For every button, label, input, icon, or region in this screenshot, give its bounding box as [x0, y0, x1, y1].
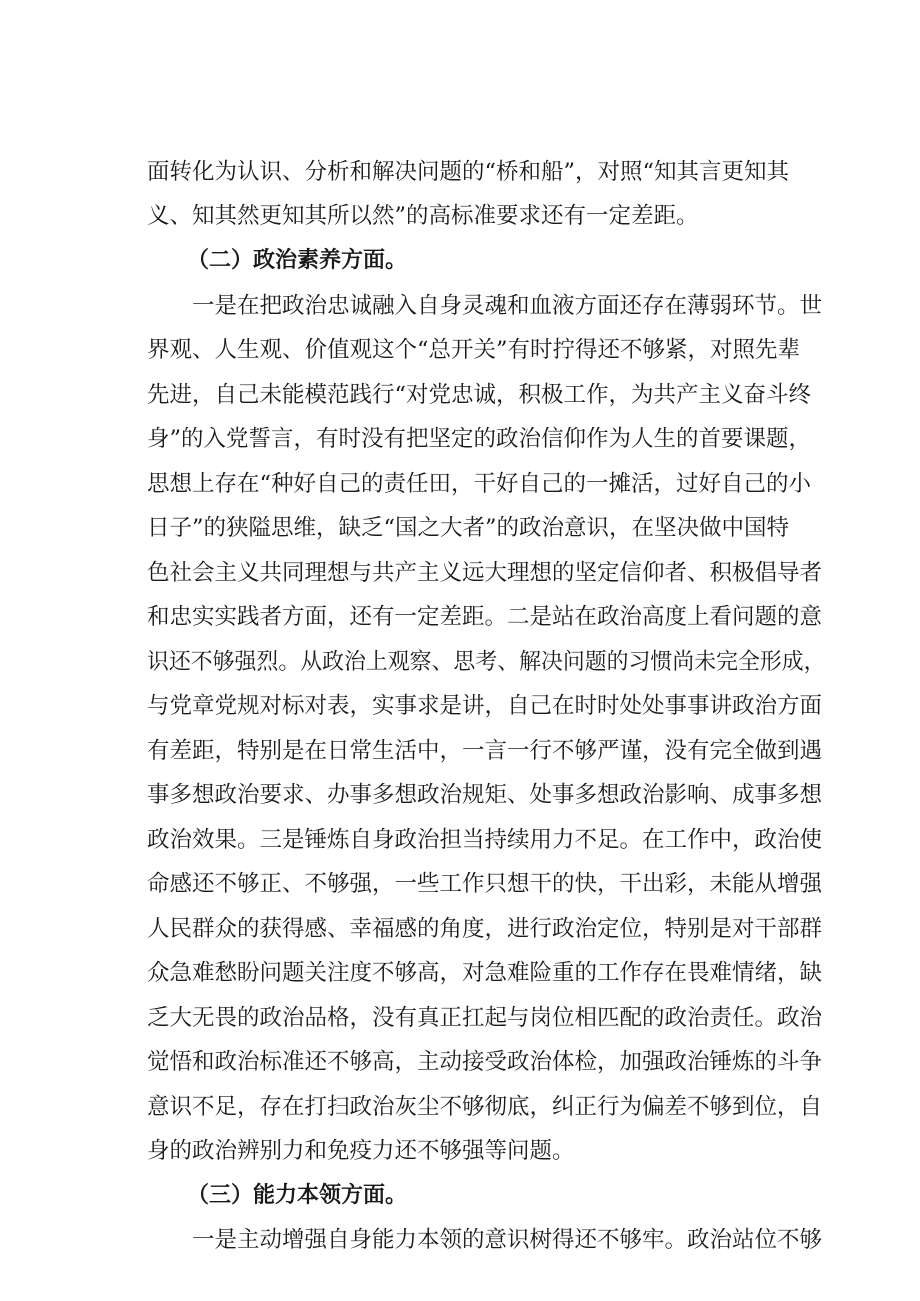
- paragraph-line: 日子”的狭隘思维，缺乏“国之大者”的政治意识，在坚决做中国特: [147, 515, 790, 541]
- paragraph-line: 事多想政治要求、办事多想政治规矩、处事多想政治影响、成事多想: [147, 782, 823, 808]
- paragraph-line: 一是在把政治忠诚融入自身灵魂和血液方面还存在薄弱环节。世: [192, 293, 823, 319]
- paragraph-line: 觉悟和政治标准还不够高，主动接受政治体检，加强政治锤炼的斗争: [147, 1049, 823, 1075]
- paragraph-line: 命感还不够正、不够强，一些工作只想干的快，干出彩，未能从增强: [147, 871, 823, 897]
- section-heading-ability: （三）能力本领方面。: [187, 1183, 408, 1208]
- paragraph-line: 意识不足，存在打扫政治灰尘不够彻底，纠正行为偏差不够到位，自: [147, 1094, 823, 1120]
- paragraph-line: 先进，自己未能模范践行“对党忠诚，积极工作，为共产主义奋斗终: [147, 382, 812, 408]
- paragraph-line: 界观、人生观、价值观这个“总开关”有时拧得还不够紧，对照先辈: [147, 337, 801, 363]
- paragraph-line: 有差距，特别是在日常生活中，一言一行不够严谨，没有完全做到遇: [147, 738, 823, 764]
- paragraph-line: 色社会主义共同理想与共产主义远大理想的坚定信仰者、积极倡导者: [147, 560, 823, 586]
- paragraph-line: 众急难愁盼问题关注度不够高，对急难险重的工作存在畏难情绪，缺: [147, 960, 823, 986]
- paragraph-line: 身”的入党誓言，有时没有把坚定的政治信仰作为人生的首要课题，: [147, 426, 812, 452]
- paragraph-line: 乏大无畏的政治品格，没有真正扛起与岗位相匹配的政治责任。政治: [147, 1005, 823, 1031]
- paragraph-line: 思想上存在“种好自己的责任田，干好自己的一摊活，过好自己的小: [147, 471, 812, 497]
- paragraph-line: 义、知其然更知其所以然”的高标准要求还有一定差距。: [147, 203, 699, 229]
- paragraph-line: 和忠实实践者方面，还有一定差距。二是站在政治高度上看问题的意: [147, 604, 823, 630]
- section-heading-political-literacy: （二）政治素养方面。: [187, 248, 408, 273]
- paragraph-line: 一是主动增强自身能力本领的意识树得还不够牢。政治站位不够: [192, 1227, 823, 1253]
- paragraph-line: 与党章党规对标对表，实事求是讲，自己在时时处处事事讲政治方面: [147, 693, 823, 719]
- paragraph-line: 面转化为认识、分析和解决问题的“桥和船”，对照“知其言更知其: [147, 159, 790, 185]
- paragraph-line: 识还不够强烈。从政治上观察、思考、解决问题的习惯尚未完全形成，: [147, 649, 826, 675]
- paragraph-line: 身的政治辨别力和免疫力还不够强等问题。: [147, 1138, 575, 1164]
- paragraph-line: 政治效果。三是锤炼自身政治担当持续用力不足。在工作中，政治使: [147, 827, 823, 853]
- paragraph-line: 人民群众的获得感、幸福感的角度，进行政治定位，特别是对干部群: [147, 916, 823, 942]
